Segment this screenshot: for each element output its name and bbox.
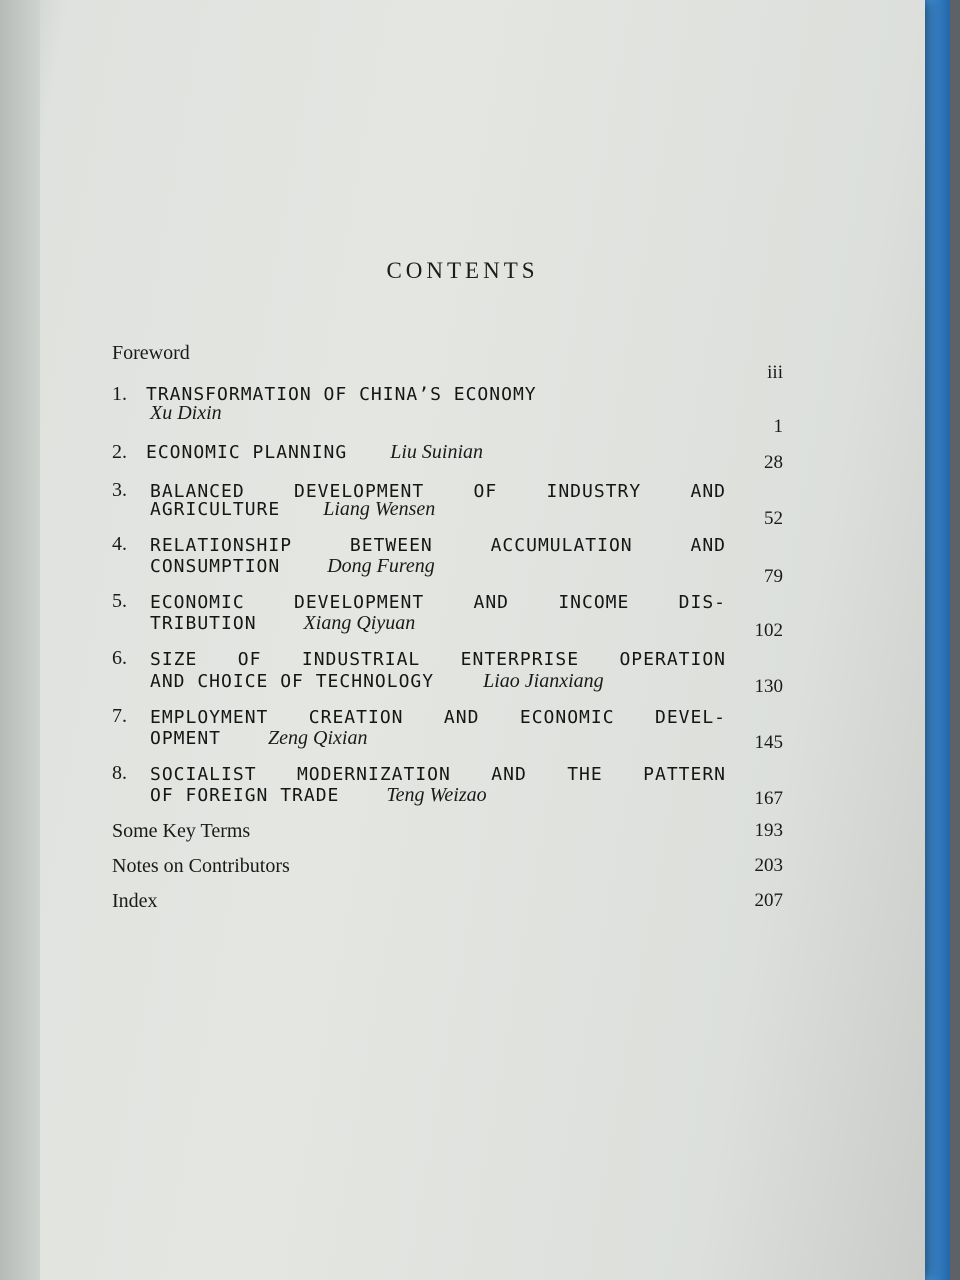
toc-entry-key-terms bbox=[112, 820, 250, 842]
entry-title-line-1: SIZE OF INDUSTRIAL ENTERPRISE OPERATION bbox=[150, 649, 726, 670]
toc-entry-3 bbox=[112, 479, 127, 501]
toc-entry-contributors bbox=[112, 855, 290, 877]
page-number: 1 bbox=[773, 416, 783, 437]
toc-entry-7-line-2 bbox=[150, 727, 367, 750]
page-number: 28 bbox=[764, 452, 783, 473]
entry-author: Xu Dixin bbox=[150, 402, 222, 424]
entry-label: Index bbox=[112, 890, 158, 912]
toc-entry-index bbox=[112, 890, 158, 912]
entry-title-line-2: AGRICULTURE bbox=[150, 499, 281, 520]
entry-number: 3. bbox=[112, 479, 127, 501]
entry-author: Liu Suinian bbox=[390, 441, 484, 463]
page-number: 52 bbox=[764, 508, 783, 529]
entry-label: Some Key Terms bbox=[112, 820, 251, 842]
toc-entry-6-line-2 bbox=[150, 670, 604, 693]
entry-author: Dong Fureng bbox=[327, 555, 435, 577]
entry-title-line-1: ECONOMIC DEVELOPMENT AND INCOME DIS- bbox=[150, 592, 726, 613]
entry-title-line-2: OPMENT bbox=[150, 728, 222, 749]
entry-label: Foreword bbox=[112, 342, 190, 364]
entry-number: 4. bbox=[112, 533, 127, 555]
toc-entry-5-line-2 bbox=[150, 612, 415, 635]
toc-entry-3-line-2 bbox=[150, 498, 435, 521]
toc-entry-2 bbox=[112, 441, 483, 464]
page-number: 79 bbox=[764, 566, 783, 587]
page-title: CONTENTS bbox=[386, 258, 539, 283]
page-number: 193 bbox=[754, 820, 783, 841]
entry-author: Liao Jianxiang bbox=[483, 670, 604, 692]
entry-title: ECONOMIC PLANNING bbox=[146, 442, 348, 463]
entry-number: 8. bbox=[112, 762, 127, 784]
toc-entry-7 bbox=[112, 705, 127, 727]
entry-title-line-2: OF FOREIGN TRADE bbox=[150, 785, 340, 806]
entry-author: Teng Weizao bbox=[386, 784, 487, 806]
page-number: 203 bbox=[754, 855, 783, 876]
entry-title-line-2: AND CHOICE OF TECHNOLOGY bbox=[150, 671, 435, 692]
toc-entry-4 bbox=[112, 533, 127, 555]
toc-entry-8 bbox=[112, 762, 127, 784]
page-number: 207 bbox=[754, 890, 783, 911]
entry-number: 7. bbox=[112, 705, 127, 727]
page-number: 167 bbox=[754, 788, 783, 809]
entry-author: Liang Wensen bbox=[323, 498, 436, 520]
toc-entry-5 bbox=[112, 590, 127, 612]
toc-entry-8-line-2 bbox=[150, 784, 487, 807]
entry-title-line-1: BALANCED DEVELOPMENT OF INDUSTRY AND bbox=[150, 481, 726, 502]
page-number: 145 bbox=[754, 732, 783, 753]
page-gutter bbox=[0, 0, 40, 1280]
entry-number: 5. bbox=[112, 590, 127, 612]
page-number: 130 bbox=[754, 676, 783, 697]
entry-title-line-1: SOCIALIST MODERNIZATION AND THE PATTERN bbox=[150, 764, 726, 785]
entry-number: 6. bbox=[112, 647, 127, 669]
page-number: iii bbox=[767, 362, 783, 383]
entry-title-line-1: EMPLOYMENT CREATION AND ECONOMIC DEVEL- bbox=[150, 707, 726, 728]
entry-label: Notes on Contributors bbox=[112, 855, 290, 877]
toc-entry-6 bbox=[112, 647, 127, 669]
entry-number: 1. bbox=[112, 383, 127, 405]
entry-title-line-2: CONSUMPTION bbox=[150, 556, 281, 577]
entry-title-line-1: RELATIONSHIP BETWEEN ACCUMULATION AND bbox=[150, 535, 726, 556]
entry-number: 2. bbox=[112, 441, 127, 463]
entry-title-line-2: TRIBUTION bbox=[150, 613, 257, 634]
toc-entry-4-line-2 bbox=[150, 555, 435, 578]
entry-author: Xiang Qiyuan bbox=[303, 612, 416, 634]
toc-entry-1-author-line bbox=[150, 402, 222, 424]
entry-author: Zeng Qixian bbox=[268, 727, 368, 749]
entry-title: TRANSFORMATION OF CHINA’S ECONOMY bbox=[146, 384, 537, 405]
toc-entry-foreword bbox=[112, 342, 190, 364]
page-number: 102 bbox=[754, 620, 783, 641]
